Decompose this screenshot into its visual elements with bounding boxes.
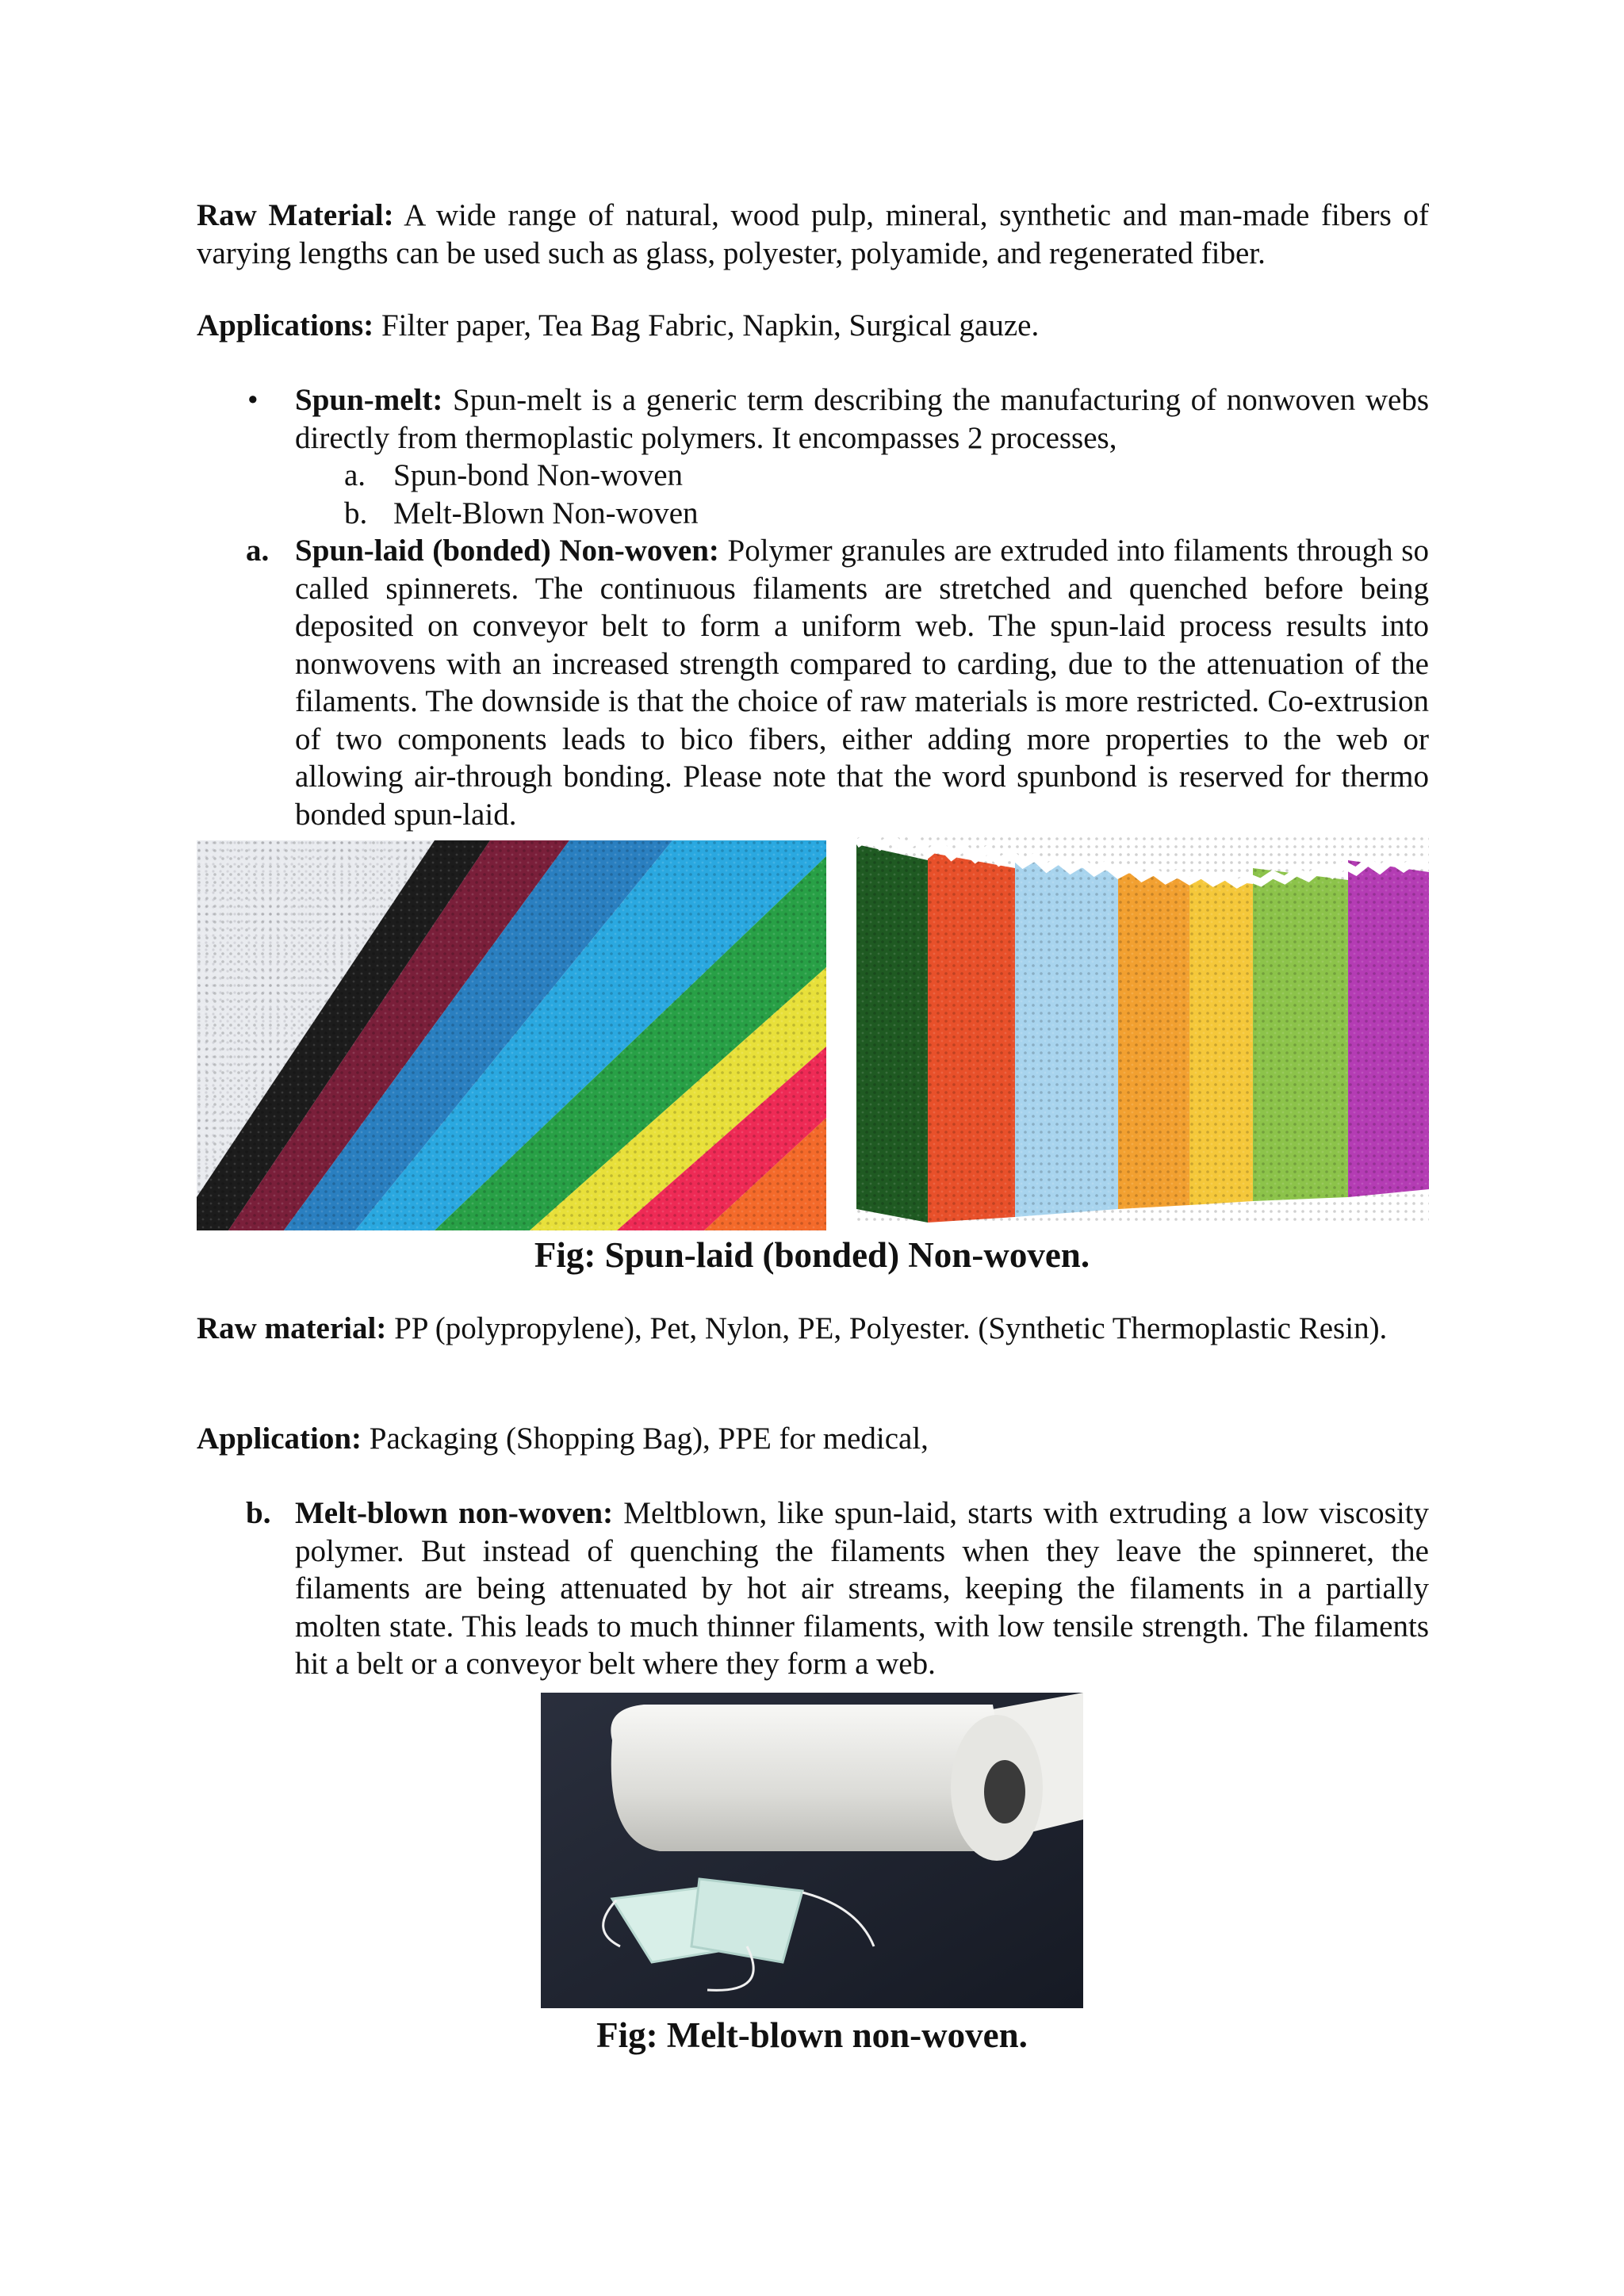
spunlaid-marker: a. (246, 534, 270, 568)
meltblown-marker: b. (246, 1496, 271, 1530)
raw-material-label: Raw Material: (197, 198, 394, 232)
applications-label: Applications: (197, 308, 374, 342)
sub-item-marker: b. (344, 496, 368, 530)
spunlaid-application-label: Application: (197, 1422, 362, 1456)
spunmelt-text: Spun-melt is a generic term describing the manufacturing of nonwoven webs directly from thermoplastic polymers. It encompasses 2 processes, (295, 383, 1429, 455)
meltblown-text: Meltblown, like spun-laid, starts with extruding a low viscosity polymer. But instead of quenching the filaments when they leave the spinneret, the filaments are being attenuated by hot air streams, keeping the filaments in a partially molten state. This leads to much thinner filaments, with low tensile strength. The filaments hit a belt or a conveyor belt where they form a web. (295, 1496, 1429, 1681)
spunlaid-rolls-image (856, 836, 1429, 1223)
spunlaid-raw-material-paragraph (197, 1310, 1429, 1348)
sub-item-label: Spun-bond Non-woven (393, 458, 684, 492)
spunlaid-raw-material-label: Raw material: (197, 1311, 387, 1345)
sub-item-label: Melt-Blown Non-woven (393, 496, 699, 530)
spunlaid-label: Spun-laid (bonded) Non-woven: (295, 534, 719, 568)
spunlaid-application-text: Packaging (Shopping Bag), PPE for medical, (369, 1422, 929, 1456)
meltblown-figure-caption: Fig: Melt-blown non-woven. (596, 2015, 1028, 2055)
spunlaid-paragraph (295, 532, 1429, 833)
sub-item-marker: a. (344, 458, 366, 492)
spunlaid-figure-caption: Fig: Spun-laid (bonded) Non-woven. (534, 1235, 1090, 1275)
spunmelt-paragraph (295, 381, 1429, 457)
raw-material-paragraph (197, 197, 1429, 272)
meltblown-label: Melt-blown non-woven: (295, 1496, 614, 1530)
applications-paragraph (197, 307, 1429, 345)
applications-text: Filter paper, Tea Bag Fabric, Napkin, Surgical gauze. (381, 308, 1040, 342)
meltblown-image (541, 1693, 1083, 2008)
spunmelt-bullet: • (247, 383, 259, 417)
spunlaid-application-paragraph (197, 1420, 1429, 1458)
raw-material-text: A wide range of natural, wood pulp, mineral, synthetic and man-made fibers of varying lengths can be used such as glass, polyester, polyamide, and regenerated fiber. (197, 198, 1430, 270)
spunlaid-fan-image (197, 840, 826, 1230)
meltblown-paragraph (295, 1494, 1429, 1683)
spunlaid-raw-material-text: PP (polypropylene), Pet, Nylon, PE, Polyester. (Synthetic Thermoplastic Resin). (394, 1311, 1388, 1345)
spunlaid-text: Polymer granules are extruded into filaments through so called spinnerets. The continuous filaments are stretched and quenched before being deposited on conveyor belt to form a uniform web. The spun-laid process results into nonwovens with an increased strength compared to carding, due to the attenuation of the filaments. The downside is that the choice of raw materials is more restricted. Co-extrusion of two components leads to bico fibers, either adding more properties to the web or allowing air-through bonding. Please note that the word spunbond is reserved for thermo bonded spun-laid. (295, 534, 1429, 832)
spunmelt-label: Spun-melt: (295, 383, 443, 417)
